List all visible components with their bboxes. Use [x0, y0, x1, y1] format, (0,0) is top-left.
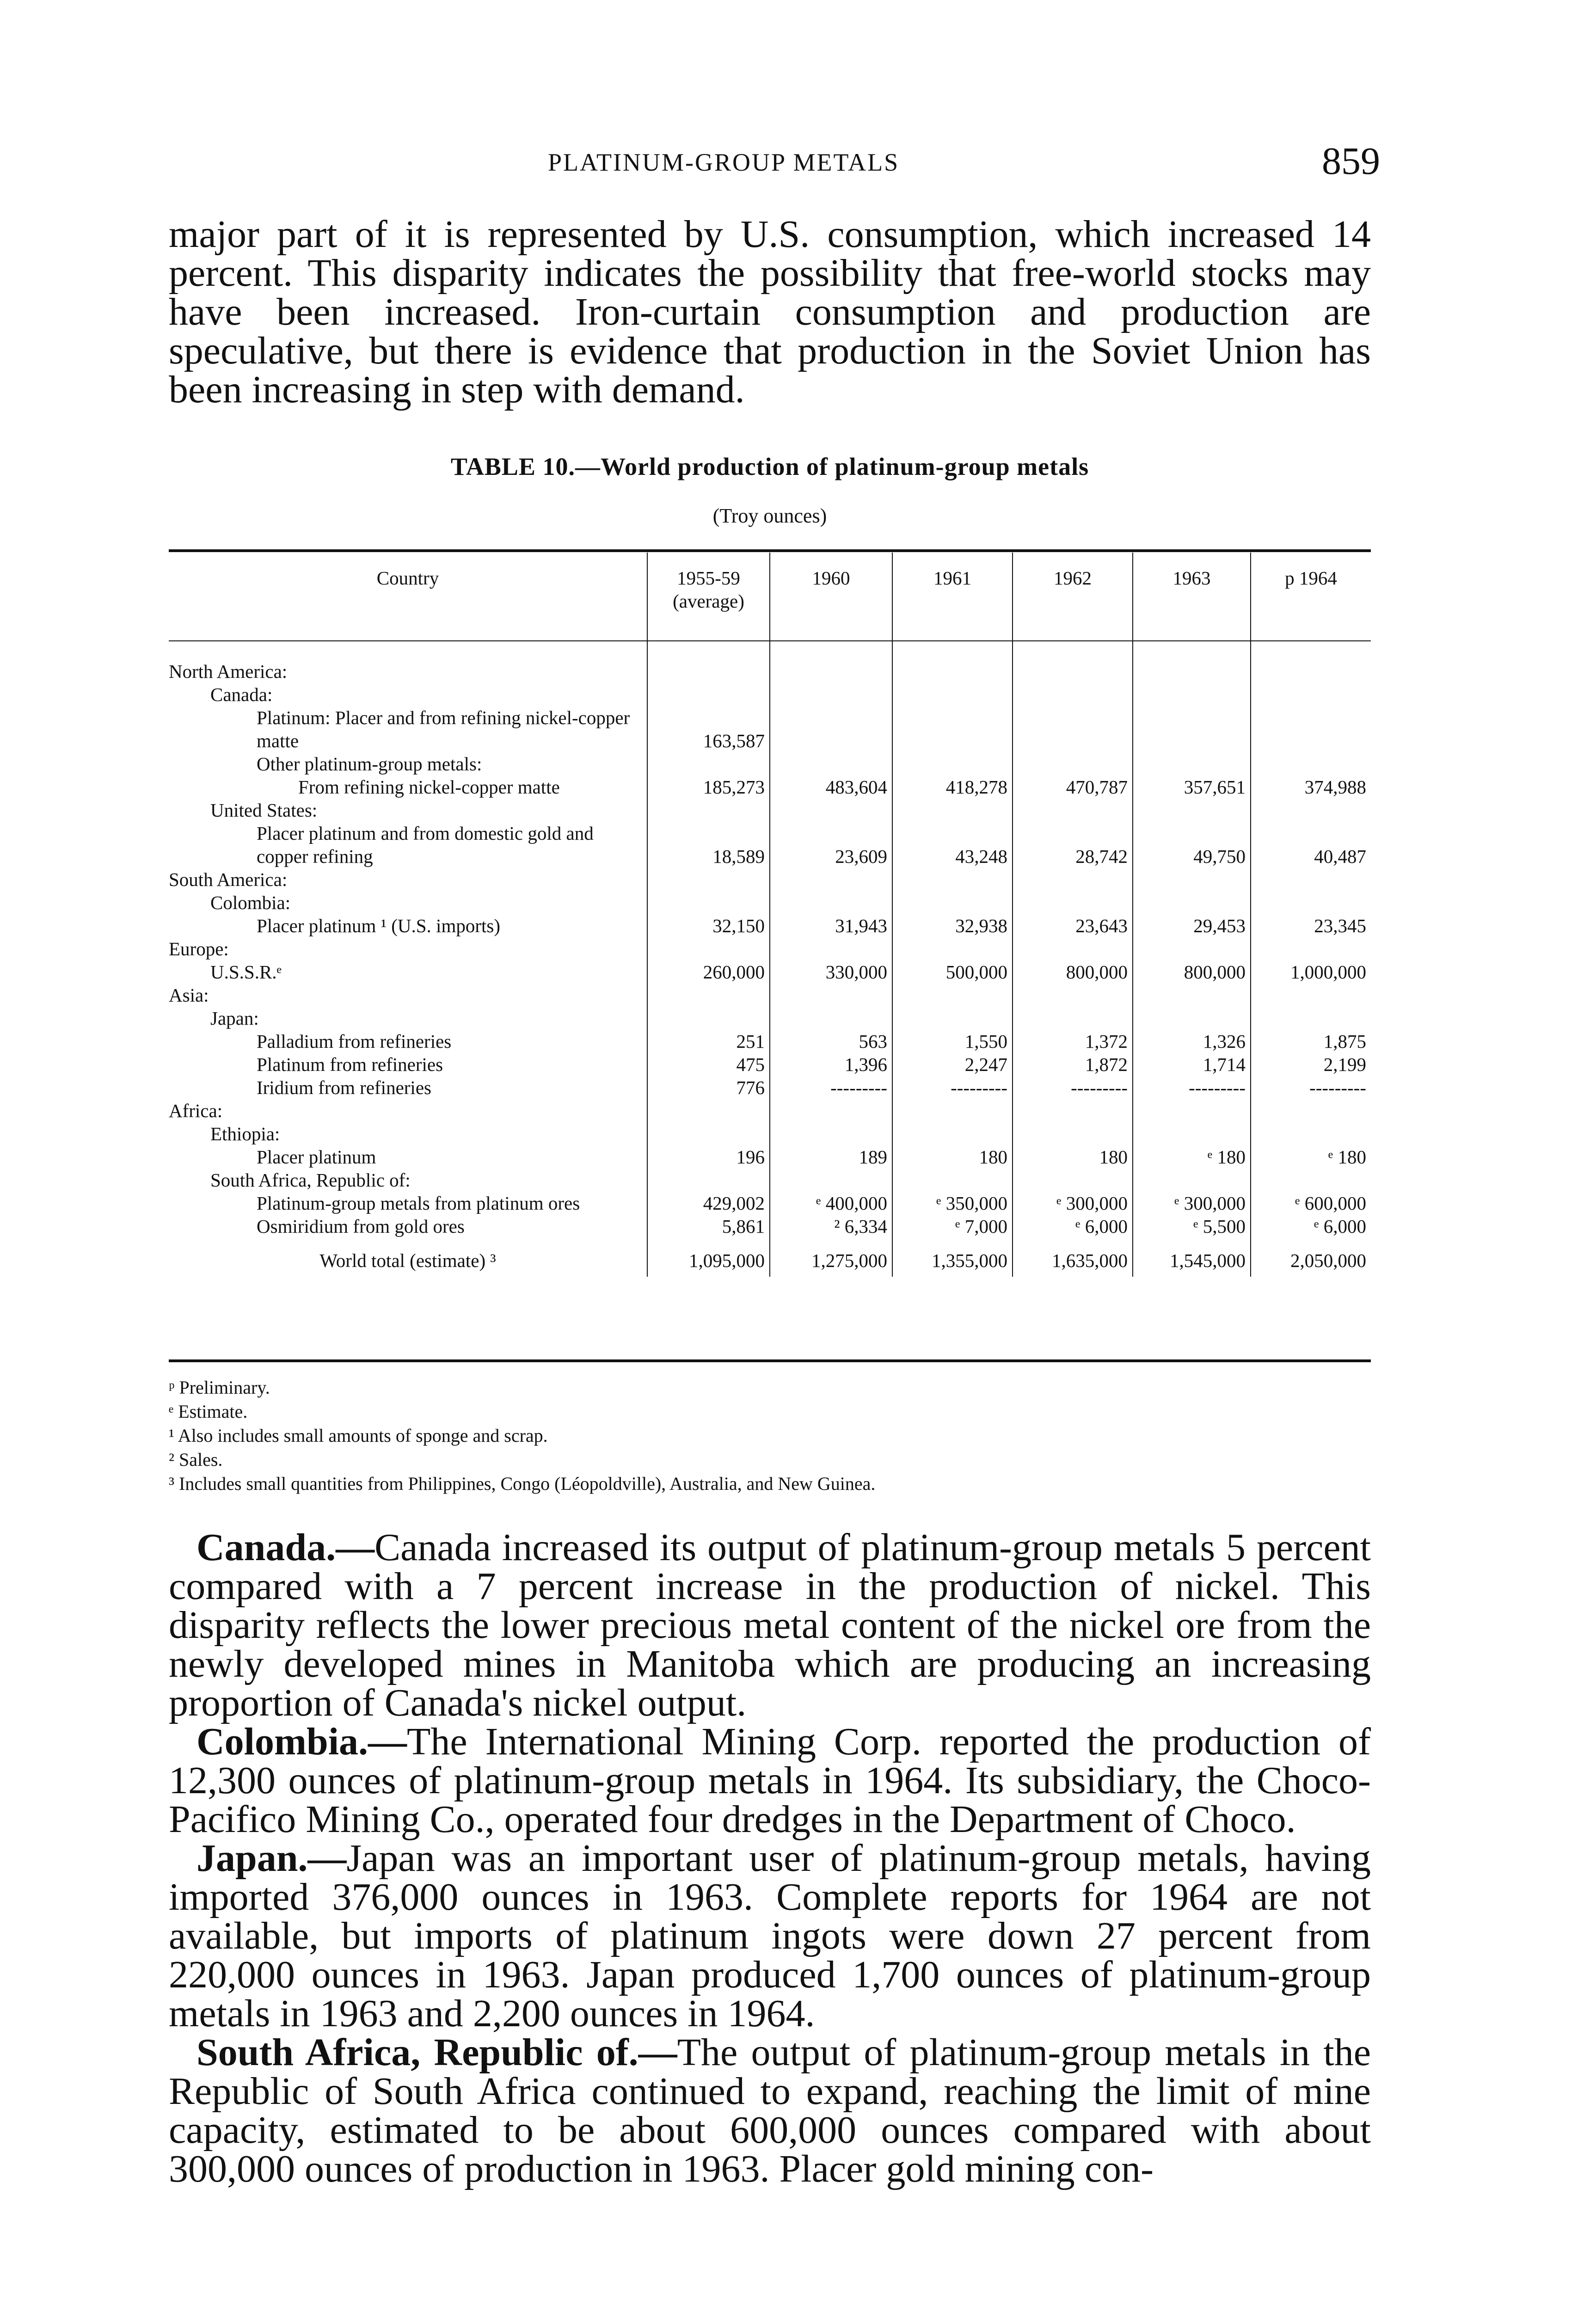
table-cell — [1013, 752, 1133, 775]
table-cell — [1251, 984, 1371, 1007]
table-row — [169, 799, 1371, 822]
table-cell: ᵉ 300,000 — [1013, 1192, 1133, 1215]
table-cell: 180 — [1013, 1145, 1133, 1168]
row-label: Platinum: Placer and from refining nickel-copper matte — [257, 707, 630, 751]
column-header-year: 1963 — [1133, 553, 1251, 641]
table-cell: 251 — [647, 1030, 770, 1053]
column-header-year: p 1964 — [1251, 553, 1371, 641]
table-cell — [1133, 984, 1251, 1007]
table-row — [169, 1053, 1371, 1076]
intro-paragraph — [169, 215, 1371, 409]
table-cell — [1251, 752, 1371, 775]
section-paragraph — [169, 2033, 1371, 2189]
table-cell — [1013, 683, 1133, 706]
running-head — [169, 139, 1380, 190]
table-cell: 23,609 — [770, 822, 892, 868]
table-row — [169, 1168, 1371, 1192]
table-cell — [770, 799, 892, 822]
table-cell: 23,643 — [1013, 914, 1133, 937]
row-label: Placer platinum ¹ (U.S. imports) — [257, 915, 500, 936]
table-cell — [1013, 1007, 1133, 1030]
table-cell — [1133, 868, 1251, 891]
row-label: Canada: — [210, 684, 273, 705]
table-cell — [1133, 1099, 1251, 1122]
table-cell — [1133, 937, 1251, 960]
row-label: Colombia: — [210, 892, 291, 913]
table-row — [169, 1215, 1371, 1238]
table-cell — [1013, 660, 1133, 683]
table-cell — [1251, 1122, 1371, 1145]
column-header-country: Country — [376, 567, 439, 589]
table-cell — [1013, 937, 1133, 960]
table-cell — [1133, 799, 1251, 822]
table-cell — [1251, 1099, 1371, 1122]
table-body — [169, 641, 1371, 1277]
table-cell — [770, 706, 892, 752]
table-cell — [1133, 683, 1251, 706]
table-row — [169, 1145, 1371, 1168]
table-cell: ᵉ 350,000 — [892, 1192, 1013, 1215]
table-cell — [892, 984, 1013, 1007]
table-cell — [1251, 937, 1371, 960]
table-cell: 1,872 — [1013, 1053, 1133, 1076]
table-row — [169, 1030, 1371, 1053]
table-cell — [647, 937, 770, 960]
table-row — [169, 1007, 1371, 1030]
table-cell — [1133, 891, 1251, 914]
table-cell — [892, 1099, 1013, 1122]
table-cell — [770, 1168, 892, 1192]
table-cell: 40,487 — [1251, 822, 1371, 868]
table-cell — [892, 660, 1013, 683]
table-cell — [1133, 660, 1251, 683]
row-label: Palladium from refineries — [257, 1031, 452, 1052]
footnote: ᵖ Preliminary. — [169, 1377, 270, 1398]
table-row — [169, 683, 1371, 706]
table-cell: 163,587 — [647, 706, 770, 752]
table-cell: 475 — [647, 1053, 770, 1076]
table-cell: 1,714 — [1133, 1053, 1251, 1076]
table-cell: ᵉ 400,000 — [770, 1192, 892, 1215]
table-row — [169, 1192, 1371, 1215]
table-cell — [647, 1168, 770, 1192]
table-cell: 260,000 — [647, 960, 770, 984]
table-cell: ᵉ 300,000 — [1133, 1192, 1251, 1215]
table-cell — [770, 1099, 892, 1122]
table-bottom-rule — [169, 1359, 1371, 1362]
table-cell: 31,943 — [770, 914, 892, 937]
table-cell: 185,273 — [647, 775, 770, 799]
table-cell — [892, 799, 1013, 822]
table-cell — [892, 1122, 1013, 1145]
section-paragraph — [169, 1528, 1371, 1722]
table-cell: 49,750 — [1133, 822, 1251, 868]
running-title: PLATINUM-GROUP METALS — [548, 148, 900, 176]
table-cell: 563 — [770, 1030, 892, 1053]
table-units: (Troy ounces) — [712, 504, 827, 527]
table-cell: --------- — [1013, 1076, 1133, 1099]
section-heading: Colombia.— — [196, 1720, 407, 1763]
footnote: ³ Includes small quantities from Philippines, Congo (Léopoldville), Australia, and New Guinea. — [169, 1473, 876, 1494]
row-label: Other platinum-group metals: — [257, 753, 482, 775]
row-label: Platinum from refineries — [257, 1054, 443, 1075]
table-cell: 1,000,000 — [1251, 960, 1371, 984]
table-cell: 500,000 — [892, 960, 1013, 984]
table-cell — [1133, 1122, 1251, 1145]
table-cell: 776 — [647, 1076, 770, 1099]
row-label: Asia: — [169, 984, 209, 1006]
table-cell — [770, 868, 892, 891]
table-cell — [770, 1007, 892, 1030]
table-row — [169, 1099, 1371, 1122]
total-cell: 1,635,000 — [1013, 1238, 1133, 1277]
section-text: The output of platinum-group metals in the Republic of South Africa continued to expand, reaching the limit of mine capacity, estimated to be about 600,000 ounces compared with about 300,000 ounces of production in 1963. Placer gold mining con- — [169, 2031, 1371, 2190]
table-row — [169, 660, 1371, 683]
total-cell: 1,095,000 — [647, 1238, 770, 1277]
row-label: Osmiridium from gold ores — [257, 1216, 465, 1237]
table-cell — [892, 752, 1013, 775]
table-cell: 1,396 — [770, 1053, 892, 1076]
table-cell: 196 — [647, 1145, 770, 1168]
table-cell — [1251, 683, 1371, 706]
row-label: Africa: — [169, 1100, 223, 1121]
table-cell: 180 — [892, 1145, 1013, 1168]
table-cell — [1013, 799, 1133, 822]
row-label: Placer platinum and from domestic gold and copper refining — [257, 823, 594, 867]
row-label: South America: — [169, 869, 288, 890]
row-label: Japan: — [210, 1008, 259, 1029]
table-cell — [1133, 752, 1251, 775]
table-row — [169, 984, 1371, 1007]
section-text: Japan was an important user of platinum-group metals, having imported 376,000 ounces in 1963. Complete reports for 1964 are not available, but imports of platinum ingots were down 27 percent from 220,000 ounces in 1963. Japan produced 1,700 ounces of platinum-group metals in 1963 and 2,200 ounces in 1964. — [169, 1837, 1371, 2035]
table-cell: --------- — [1251, 1076, 1371, 1099]
table-cell: 29,453 — [1133, 914, 1251, 937]
table-cell: ᵉ 180 — [1251, 1145, 1371, 1168]
footnote: ² Sales. — [169, 1449, 223, 1470]
table-row — [169, 706, 1371, 752]
row-label: Ethiopia: — [210, 1123, 280, 1144]
table-cell: 1,550 — [892, 1030, 1013, 1053]
table-row — [169, 914, 1371, 937]
table-cell — [647, 1122, 770, 1145]
table-cell — [770, 660, 892, 683]
table-cell — [1251, 868, 1371, 891]
table-cell: --------- — [1133, 1076, 1251, 1099]
table-cell: 374,988 — [1251, 775, 1371, 799]
table-cell — [1251, 1168, 1371, 1192]
row-label: U.S.S.R.ᵉ — [210, 961, 282, 983]
table-cell: ᵉ 6,000 — [1251, 1215, 1371, 1238]
country-sections — [169, 1528, 1371, 2189]
row-label: South Africa, Republic of: — [210, 1169, 411, 1191]
table-cell — [1251, 660, 1371, 683]
table-cell — [1251, 706, 1371, 752]
table-cell: 1,875 — [1251, 1030, 1371, 1053]
table-cell: 32,938 — [892, 914, 1013, 937]
table-row — [169, 822, 1371, 868]
table-cell: 429,002 — [647, 1192, 770, 1215]
table-header-row — [169, 553, 1371, 641]
page-number: 859 — [1322, 140, 1380, 183]
table-row — [169, 960, 1371, 984]
section-paragraph — [169, 1839, 1371, 2033]
table-cell: ᵉ 600,000 — [1251, 1192, 1371, 1215]
table-cell: 189 — [770, 1145, 892, 1168]
table-cell: 1,372 — [1013, 1030, 1133, 1053]
table-cell — [647, 1007, 770, 1030]
section-text: The International Mining Corp. reported the production of 12,300 ounces of platinum-group metals in 1964. Its subsidiary, the Choco-Pacifico Mining Co., operated four dredges in the Department of Choco. — [169, 1720, 1371, 1841]
table-cell — [892, 1007, 1013, 1030]
table-cell: ² 6,334 — [770, 1215, 892, 1238]
table-title: TABLE 10.—World production of platinum-group metals — [450, 453, 1089, 480]
table-cell — [647, 984, 770, 1007]
table-cell: 2,199 — [1251, 1053, 1371, 1076]
table-cell: 32,150 — [647, 914, 770, 937]
table-cell: 5,861 — [647, 1215, 770, 1238]
table-footnotes — [169, 1376, 1371, 1496]
table-cell — [770, 1122, 892, 1145]
table-cell — [892, 1168, 1013, 1192]
table-cell — [770, 683, 892, 706]
table-cell: 357,651 — [1133, 775, 1251, 799]
intro-text: major part of it is represented by U.S. consumption, which increased 14 percent. This disparity indicates the possibility that free-world stocks may have been increased. Iron-curtain consumption and production are speculative, but there is evidence that production in the Soviet Union has been increasing in step with demand. — [169, 213, 1371, 411]
column-header-year: 1960 — [770, 553, 892, 641]
table-cell — [1251, 799, 1371, 822]
table-cell — [647, 799, 770, 822]
table-row — [169, 1122, 1371, 1145]
row-label: United States: — [210, 799, 318, 821]
table-cell — [892, 891, 1013, 914]
table-cell — [647, 660, 770, 683]
total-cell: 2,050,000 — [1251, 1238, 1371, 1277]
table-cell — [647, 868, 770, 891]
table-total-row — [169, 1238, 1371, 1277]
section-heading: South Africa, Republic of.— — [196, 2031, 677, 2074]
table-cell: 1,326 — [1133, 1030, 1251, 1053]
table-cell — [770, 937, 892, 960]
table-cell — [647, 683, 770, 706]
table-cell — [647, 752, 770, 775]
total-cell: 1,545,000 — [1133, 1238, 1251, 1277]
table-cell: 800,000 — [1013, 960, 1133, 984]
table-row — [169, 937, 1371, 960]
table-cell: ᵉ 5,500 — [1133, 1215, 1251, 1238]
table-cell — [1251, 891, 1371, 914]
table-cell: 2,247 — [892, 1053, 1013, 1076]
table-cell: ᵉ 180 — [1133, 1145, 1251, 1168]
table-cell — [770, 752, 892, 775]
total-cell: 1,275,000 — [770, 1238, 892, 1277]
table-cell — [1013, 984, 1133, 1007]
row-label: Iridium from refineries — [257, 1077, 431, 1098]
table-cell: 470,787 — [1013, 775, 1133, 799]
section-heading: Canada.— — [196, 1526, 375, 1569]
table-cell — [770, 891, 892, 914]
table-cell — [1013, 706, 1133, 752]
table-cell — [1133, 1007, 1251, 1030]
table-cell: ᵉ 6,000 — [1013, 1215, 1133, 1238]
table-cell — [770, 984, 892, 1007]
table-cell — [1013, 1122, 1133, 1145]
table-cell: 330,000 — [770, 960, 892, 984]
table-cell — [1133, 1168, 1251, 1192]
section-heading: Japan.— — [196, 1837, 347, 1880]
table-row — [169, 868, 1371, 891]
table-cell — [1013, 868, 1133, 891]
table-row — [169, 752, 1371, 775]
table-cell: ᵉ 7,000 — [892, 1215, 1013, 1238]
total-cell: 1,355,000 — [892, 1238, 1013, 1277]
row-label: Platinum-group metals from platinum ores — [257, 1193, 580, 1214]
table-cell — [892, 937, 1013, 960]
footnote: ᵉ Estimate. — [169, 1401, 248, 1422]
table-cell — [892, 868, 1013, 891]
row-label: Placer platinum — [257, 1146, 376, 1168]
table-cell: 18,589 — [647, 822, 770, 868]
table-cell — [892, 683, 1013, 706]
table-cell: --------- — [770, 1076, 892, 1099]
section-paragraph — [169, 1722, 1371, 1839]
table-cell — [647, 891, 770, 914]
row-label: Europe: — [169, 938, 229, 959]
table-cell — [892, 706, 1013, 752]
table-row — [169, 775, 1371, 799]
table-cell — [1013, 891, 1133, 914]
table-cell: 418,278 — [892, 775, 1013, 799]
table-cell: 23,345 — [1251, 914, 1371, 937]
table-cell: 800,000 — [1133, 960, 1251, 984]
section-text: Canada increased its output of platinum-group metals 5 percent compared with a 7 percent increase in the production of nickel. This disparity reflects the lower precious metal content of the nickel ore from the newly developed mines in Manitoba which are producing an increasing proportion of Canada's nickel output. — [169, 1526, 1371, 1724]
table-cell: 28,742 — [1013, 822, 1133, 868]
table-cell — [1013, 1168, 1133, 1192]
table-cell — [1133, 706, 1251, 752]
table-cell: 483,604 — [770, 775, 892, 799]
table-row — [169, 891, 1371, 914]
production-table — [169, 553, 1371, 1277]
footnote: ¹ Also includes small amounts of sponge and scrap. — [169, 1425, 548, 1446]
column-header-year: 1962 — [1013, 553, 1133, 641]
row-label: North America: — [169, 661, 288, 682]
table-top-rule — [169, 549, 1371, 552]
row-label: From refining nickel-copper matte — [298, 776, 560, 798]
table-row — [169, 1076, 1371, 1099]
table-cell — [647, 1099, 770, 1122]
column-header-year: 1955-59 (average) — [647, 553, 770, 641]
column-header-year: 1961 — [892, 553, 1013, 641]
table-cell: 43,248 — [892, 822, 1013, 868]
table-cell: --------- — [892, 1076, 1013, 1099]
table-cell — [1251, 1007, 1371, 1030]
total-label: World total (estimate) ³ — [319, 1250, 496, 1271]
table-cell — [1013, 1099, 1133, 1122]
